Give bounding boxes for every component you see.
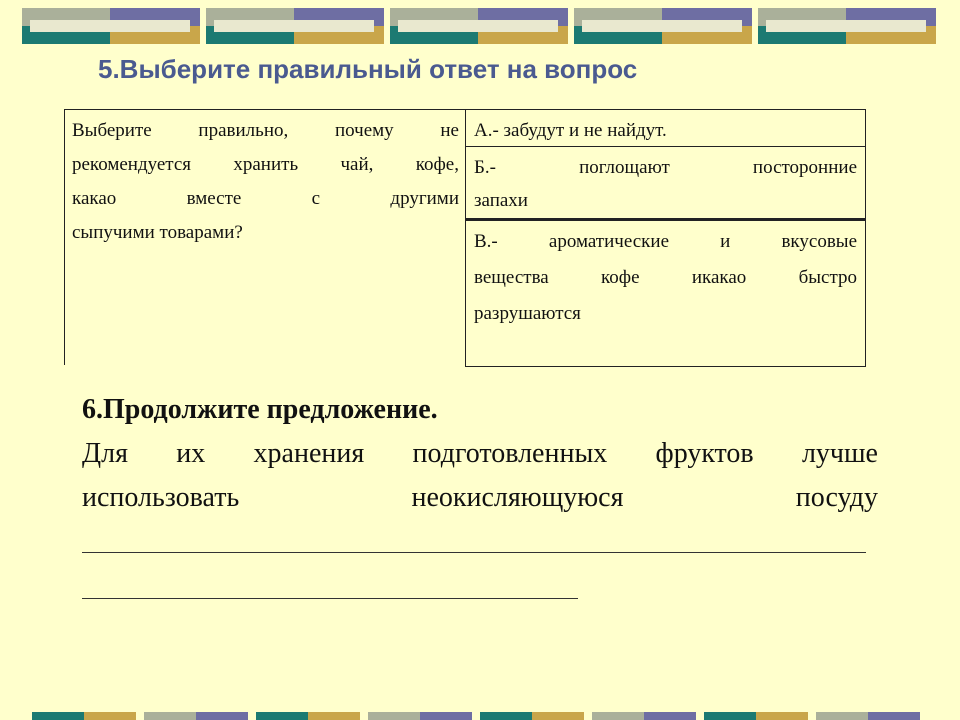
answer-option-a-text: А.- забудут и не найдут.	[474, 120, 667, 141]
question-line: рекомендуется хранить чай, кофе,	[72, 154, 459, 175]
answer-option-a[interactable]	[465, 109, 866, 147]
task-6	[82, 392, 878, 520]
banner-tile	[206, 8, 384, 44]
answer-option-b-line: запахи	[474, 190, 528, 211]
question-table	[64, 109, 866, 367]
question-line: какао вместе с другими	[72, 188, 459, 209]
banner-tile	[390, 8, 568, 44]
answer-option-c-line: В.- ароматические и вкусовые	[474, 231, 857, 252]
answer-option-c-line: вещества кофе икакао быстро	[474, 267, 857, 288]
answer-option-c-line: разрушаются	[474, 303, 581, 324]
answer-blank-line[interactable]	[82, 598, 578, 599]
answer-option-b[interactable]	[465, 147, 866, 219]
task-6-heading: 6.Продолжите предложение.	[82, 394, 438, 425]
banner-tile	[22, 8, 200, 44]
question-cell	[64, 109, 465, 365]
question-line: сыпучими товарами?	[72, 222, 243, 243]
banner-tile	[574, 8, 752, 44]
banner-tile	[758, 8, 936, 44]
task-6-sentence-line: Для их хранения подготовленных фруктов лучше	[82, 438, 878, 469]
question-line: Выберите правильно, почему не	[72, 120, 459, 141]
page-title: 5.Выберите правильный ответ на вопрос	[98, 54, 638, 84]
answer-option-c[interactable]	[465, 219, 866, 367]
task-6-sentence-line: использовать неокисляющуюся посуду	[82, 482, 878, 513]
answer-option-b-line: Б.- поглощают посторонние	[474, 157, 857, 178]
answer-blank-line[interactable]	[82, 552, 866, 553]
